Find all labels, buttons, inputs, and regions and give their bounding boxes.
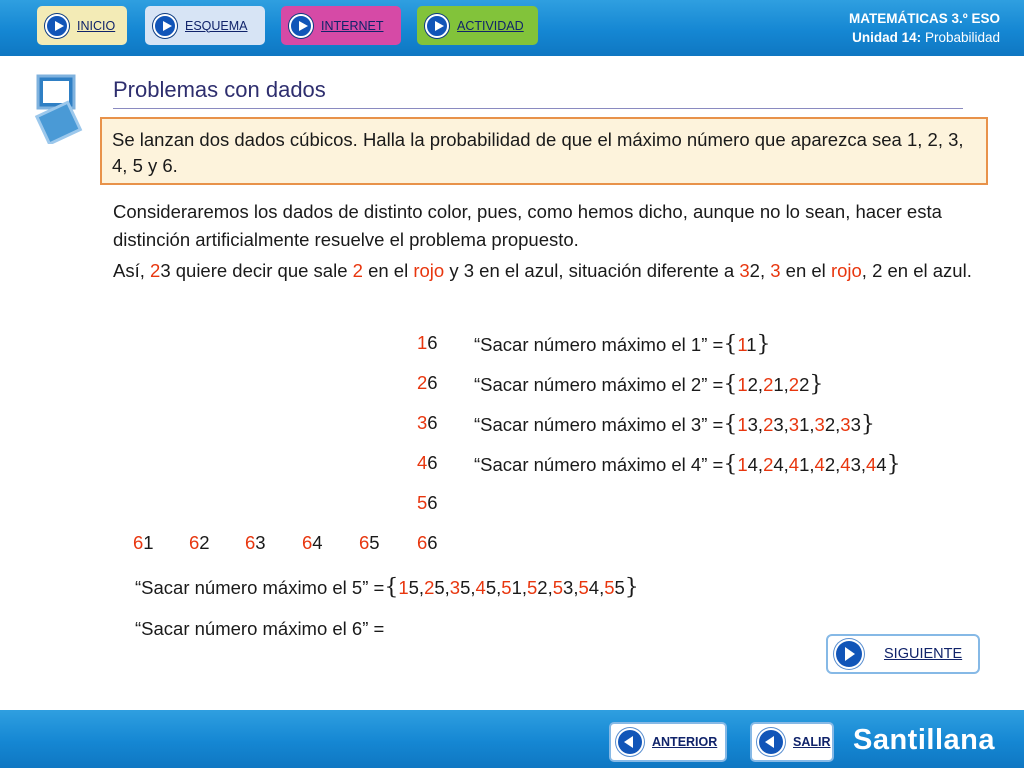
- blue-die: 2: [537, 577, 548, 598]
- red-die: 3: [417, 412, 428, 433]
- red-die: 2: [763, 374, 774, 395]
- blue-die: 5: [434, 577, 445, 598]
- red-text: 2: [352, 260, 363, 281]
- event-max-2: [474, 372, 823, 397]
- back-arrow-icon: [618, 730, 642, 754]
- event-max-3: [474, 412, 875, 437]
- blue-die: 5: [408, 577, 419, 598]
- blue-die: 6: [427, 532, 438, 553]
- bottom-bar: [0, 710, 1024, 768]
- blue-die: 1: [799, 414, 810, 435]
- comma: ,: [835, 454, 841, 475]
- blue-die: 1: [746, 334, 757, 355]
- outcome-pair: [359, 532, 389, 554]
- red-die: 4: [840, 454, 851, 475]
- red-die: 2: [763, 454, 774, 475]
- salir-button[interactable]: [750, 722, 834, 762]
- red-text: 2: [150, 260, 161, 281]
- close-brace: }: [860, 412, 875, 437]
- comma: ,: [783, 454, 789, 475]
- blue-die: 3: [255, 532, 266, 553]
- blue-die: 6: [427, 332, 438, 353]
- red-die: 5: [552, 577, 564, 598]
- outcome-pair: [245, 532, 275, 554]
- red-die: 1: [737, 374, 748, 395]
- event-label: “Sacar número máximo el 2” =: [474, 374, 724, 395]
- close-brace: }: [809, 372, 824, 397]
- close-brace: }: [624, 575, 639, 600]
- blue-die: 5: [614, 577, 625, 598]
- red-die: 2: [417, 372, 428, 393]
- blue-die: 3: [747, 414, 758, 435]
- text-segment: en el: [780, 260, 831, 281]
- blue-die: 6: [427, 412, 438, 433]
- open-brace: {: [384, 575, 399, 600]
- red-die: 2: [763, 414, 774, 435]
- comma: ,: [835, 414, 841, 435]
- event-label: “Sacar número máximo el 5” =: [135, 577, 385, 598]
- red-die: 3: [814, 414, 825, 435]
- unit-number: Unidad 14:: [852, 30, 922, 45]
- santillana-logo: Santillana: [853, 724, 995, 756]
- blue-die: 3: [850, 454, 861, 475]
- blue-die: 1: [143, 532, 154, 553]
- blue-die: 2: [824, 414, 836, 435]
- blue-die: 6: [427, 452, 438, 473]
- red-die: 4: [475, 577, 486, 598]
- blue-die: 4: [312, 532, 323, 553]
- play-icon: [153, 14, 177, 38]
- actividad-button[interactable]: [417, 6, 538, 45]
- actividad-label: ACTIVIDAD: [457, 18, 524, 33]
- red-die: 3: [840, 414, 851, 435]
- open-brace: {: [723, 452, 738, 477]
- text-segment: en el: [362, 260, 414, 281]
- anterior-label: ANTERIOR: [652, 735, 718, 749]
- close-brace: }: [756, 332, 771, 357]
- esquema-label: ESQUEMA: [185, 18, 248, 33]
- blue-die: 4: [876, 454, 887, 475]
- red-die: 1: [737, 414, 748, 435]
- event-label: “Sacar número máximo el 6” =: [135, 618, 385, 639]
- outcome-pair: [133, 532, 163, 554]
- comma: ,: [757, 454, 764, 475]
- red-die: 6: [133, 532, 144, 553]
- example-paragraph: [113, 257, 1003, 285]
- event-max-6: [135, 618, 384, 640]
- text-segment: 2,: [749, 260, 771, 281]
- comma: ,: [757, 374, 764, 395]
- red-die: 3: [788, 414, 800, 435]
- course-title: [849, 9, 1000, 47]
- page-title: Problemas con dados: [113, 77, 326, 102]
- event-max-4: [474, 452, 901, 477]
- blue-die: 4: [773, 454, 784, 475]
- internet-button[interactable]: [281, 6, 401, 45]
- outcome-pair: [189, 532, 219, 554]
- comma: ,: [573, 577, 579, 598]
- text-segment: y 3 en el azul, situación diferente a: [444, 260, 740, 281]
- red-die: 6: [359, 532, 370, 553]
- comma: ,: [470, 577, 476, 598]
- red-die: 1: [398, 577, 409, 598]
- red-die: 5: [417, 492, 428, 513]
- red-die: 1: [737, 334, 747, 355]
- outcome-pair: [417, 452, 447, 474]
- blue-die: 3: [850, 414, 861, 435]
- comma: ,: [521, 577, 527, 598]
- text-segment: 3 quiere decir que sale: [160, 260, 353, 281]
- back-arrow-icon: [759, 730, 783, 754]
- close-brace: }: [886, 452, 901, 477]
- red-die: 2: [424, 577, 435, 598]
- blue-die: 5: [369, 532, 380, 553]
- inicio-button[interactable]: [37, 6, 127, 45]
- comma: ,: [809, 414, 815, 435]
- open-brace: {: [723, 332, 738, 357]
- anterior-button[interactable]: [609, 722, 727, 762]
- siguiente-button[interactable]: [826, 634, 980, 674]
- siguiente-label: SIGUIENTE: [884, 646, 963, 662]
- comma: ,: [599, 577, 605, 598]
- problem-statement: Se lanzan dos dados cúbicos. Halla la probabilidad de que el máximo número que aparezca sea 1, 2, 3, 4, 5 y 6.: [100, 117, 988, 185]
- red-die: 5: [578, 577, 589, 598]
- comma: ,: [547, 577, 553, 598]
- blue-die: 6: [427, 492, 438, 513]
- comma: ,: [860, 454, 866, 475]
- event-label: “Sacar número máximo el 3” =: [474, 414, 724, 435]
- inicio-label: INICIO: [77, 18, 116, 33]
- outcome-pair: [417, 492, 447, 514]
- red-die: 1: [737, 454, 748, 475]
- blue-die: 2: [824, 454, 836, 475]
- blue-die: 1: [773, 374, 784, 395]
- event-label: “Sacar número máximo el 1” =: [474, 334, 724, 355]
- salir-label: SALIR: [793, 735, 831, 749]
- document-icon: [34, 74, 84, 144]
- comma: ,: [809, 454, 815, 475]
- red-die: 6: [417, 532, 428, 553]
- red-die: 6: [189, 532, 200, 553]
- red-die: 1: [417, 332, 428, 353]
- comma: ,: [757, 414, 764, 435]
- blue-die: 3: [773, 414, 784, 435]
- event-label: “Sacar número máximo el 4” =: [474, 454, 724, 475]
- red-text: 3: [739, 260, 750, 281]
- top-bar: [0, 0, 1024, 56]
- blue-die: 6: [427, 372, 438, 393]
- comma: ,: [418, 577, 425, 598]
- open-brace: {: [723, 372, 738, 397]
- red-text: rojo: [830, 260, 862, 281]
- blue-die: 4: [747, 454, 758, 475]
- outcome-pair: [417, 372, 447, 394]
- red-text: 3: [770, 260, 781, 281]
- red-die: 6: [245, 532, 256, 553]
- outcome-pair: [302, 532, 332, 554]
- blue-die: 2: [199, 532, 210, 553]
- blue-die: 2: [747, 374, 758, 395]
- open-brace: {: [723, 412, 738, 437]
- comma: ,: [496, 577, 502, 598]
- comma: ,: [783, 414, 789, 435]
- red-die: 2: [788, 374, 800, 395]
- explanation-paragraph: Consideraremos los dados de distinto color, pues, como hemos dicho, aunque no lo sean, hacer esta distinción artificialmente resuelve el problema propuesto.: [113, 201, 942, 250]
- comma: ,: [444, 577, 450, 598]
- text-segment: Así,: [113, 260, 151, 281]
- text-segment: , 2 en el azul.: [861, 260, 972, 281]
- red-die: 4: [866, 454, 877, 475]
- esquema-button[interactable]: [145, 6, 265, 45]
- red-die: 6: [302, 532, 313, 553]
- outcome-pair: [417, 532, 447, 554]
- red-die: 4: [814, 454, 825, 475]
- title-divider: [113, 108, 963, 109]
- subject-label: MATEMÁTICAS 3.º ESO: [849, 11, 1000, 26]
- blue-die: 2: [799, 374, 810, 395]
- red-die: 3: [449, 577, 461, 598]
- red-die: 5: [604, 577, 615, 598]
- play-icon: [836, 641, 862, 667]
- outcome-pair: [417, 412, 447, 434]
- play-icon: [45, 14, 69, 38]
- blue-die: 4: [588, 577, 600, 598]
- blue-die: 3: [563, 577, 574, 598]
- play-icon: [289, 14, 313, 38]
- red-die: 4: [417, 452, 428, 473]
- red-die: 5: [527, 577, 538, 598]
- blue-die: 5: [460, 577, 471, 598]
- blue-die: 1: [511, 577, 522, 598]
- red-text: rojo: [413, 260, 445, 281]
- red-die: 5: [501, 577, 512, 598]
- unit-line: [849, 28, 1000, 47]
- blue-die: 5: [485, 577, 497, 598]
- red-die: 4: [788, 454, 800, 475]
- event-max-5: [135, 575, 639, 600]
- unit-name: Probabilidad: [924, 30, 1000, 45]
- play-icon: [425, 14, 449, 38]
- comma: ,: [783, 374, 789, 395]
- outcome-pair: [417, 332, 447, 354]
- blue-die: 1: [799, 454, 810, 475]
- internet-label: INTERNET: [321, 18, 384, 33]
- event-max-1: [474, 332, 771, 357]
